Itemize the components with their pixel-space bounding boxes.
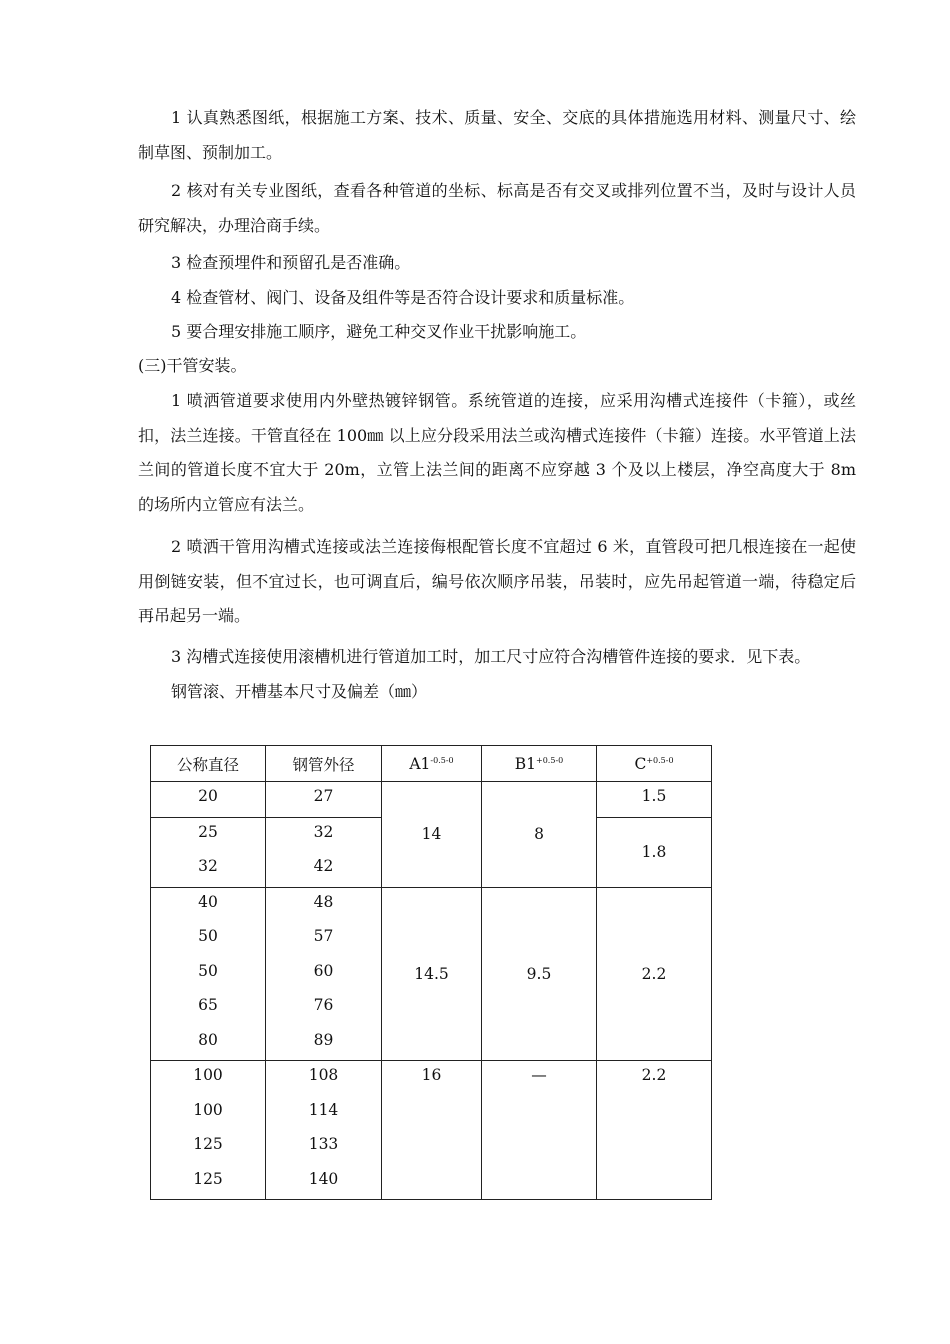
outer-value: 133 [308,1135,339,1153]
table-header-row [151,746,712,782]
nominal-value: 20 [198,787,218,805]
outer-value: 32 [313,822,334,841]
a1-value: 16 [421,1066,442,1084]
b1-value: — [531,1066,547,1084]
groove-dimension-table [150,745,712,1200]
section-heading: (三)干管安装。 [138,356,247,375]
outer-cell [266,782,382,818]
c-cell [597,1061,712,1200]
nominal-cell [151,1061,266,1200]
nominal-value: 125 [193,1135,223,1153]
header-a1 [382,746,482,782]
outer-value: 140 [308,1169,339,1188]
outer-value: 60 [313,961,334,980]
outer-cell [266,1061,382,1200]
c-value: 1.8 [641,843,667,861]
a1-cell [382,1061,482,1200]
a1-cell [382,782,482,888]
b1-cell [482,887,597,1061]
header-b1 [482,746,597,782]
b1-value: 9.5 [526,964,552,983]
outer-value: 48 [313,892,334,911]
a1-value: 14 [421,825,442,844]
outer-value: 76 [313,996,334,1014]
c-cell [597,887,712,1061]
nominal-value: 32 [198,857,218,875]
outer-cell [266,887,382,1061]
header-b1-label: B1 [514,754,537,773]
header-b1-tolerance: +0.5-0 [536,755,564,765]
nominal-value: 100 [193,1066,223,1084]
outer-value: 57 [313,927,334,945]
nominal-value: 80 [198,1030,218,1049]
nominal-value: 65 [198,996,218,1014]
header-c [597,746,712,782]
c-value: 1.5 [641,787,667,805]
nominal-cell [151,817,266,887]
c-cell [597,782,712,818]
header-c-tolerance: +0.5-0 [646,755,674,765]
paragraph-2: 2 核对有关专业图纸，查看各种管道的坐标、标高是否有交叉或排列位置不当，及时与设计人员研究解决，办理洽商手续。 [138,181,856,235]
nominal-value: 50 [198,927,218,945]
paragraph-4: 4 检查管材、阀门、设备及组件等是否符合设计要求和质量标准。 [171,288,635,307]
paragraph-7: 2 喷洒干管用沟槽式连接或法兰连接侮根配管长度不宜超过 6 米，直管段可把几根连接在一起使用倒链安装，但不宜过长，也可调直后，编号依次顺序吊装，吊装时，应先吊起管道一端，待稳定后再吊起另一端。 [138,537,856,626]
outer-cell [266,817,382,887]
paragraph-5: 5 要合理安排施工顺序，避免工种交叉作业干扰影响施工。 [171,322,587,341]
table-row [151,782,712,818]
paragraph-1: 1 认真熟悉图纸，根据施工方案、技术、质量、安全、交底的具体措施选用材料、测量尺寸、绘制草图、预制加工。 [138,108,856,162]
nominal-cell [151,782,266,818]
header-nominal-diameter: 公称直径 [151,746,266,782]
b1-cell [482,782,597,888]
b1-value: 8 [534,825,544,844]
nominal-value: 100 [193,1100,223,1119]
header-outer-diameter: 钢管外径 [266,746,382,782]
paragraph-3: 3 检查预埋件和预留孔是否准确。 [171,253,411,272]
a1-value: 14.5 [414,964,449,983]
outer-value: 27 [313,787,334,805]
table-caption: 钢管滚、开槽基本尺寸及偏差（㎜） [171,682,428,701]
paragraph-8: 3 沟槽式连接使用滚槽机进行管道加工时，加工尺寸应符合沟槽管件连接的要求．见下表。 [171,647,811,666]
nominal-value: 40 [198,892,218,911]
header-a1-tolerance: -0.5-0 [430,755,454,765]
outer-value: 89 [313,1030,334,1049]
outer-value: 114 [308,1100,339,1119]
c-value: 2.2 [641,964,667,983]
a1-cell [382,887,482,1061]
header-c-label: C [634,754,647,773]
b1-cell [482,1061,597,1200]
c-cell [597,817,712,887]
table-row [151,887,712,1061]
table-row [151,1061,712,1200]
header-a1-label: A1 [409,754,431,773]
nominal-value: 25 [198,822,218,841]
paragraph-6: 1 喷洒管道要求使用内外壁热镀锌钢管。系统管道的连接，应采用沟槽式连接件（卡箍），或丝扣，法兰连接。干管直径在 100㎜ 以上应分段采用法兰或沟槽式连接件（卡箍）连接。水平管道上法兰间的管道长度不宜大于 20m，立管上法兰间的距离不应穿越 3 个及以上楼层，净空高度大于 8m 的场所内立管应有法兰。 [138,391,856,514]
nominal-cell [151,887,266,1061]
outer-value: 108 [308,1066,339,1084]
c-value: 2.2 [641,1066,667,1084]
outer-value: 42 [313,857,334,875]
nominal-value: 50 [198,961,218,980]
nominal-value: 125 [193,1169,223,1188]
